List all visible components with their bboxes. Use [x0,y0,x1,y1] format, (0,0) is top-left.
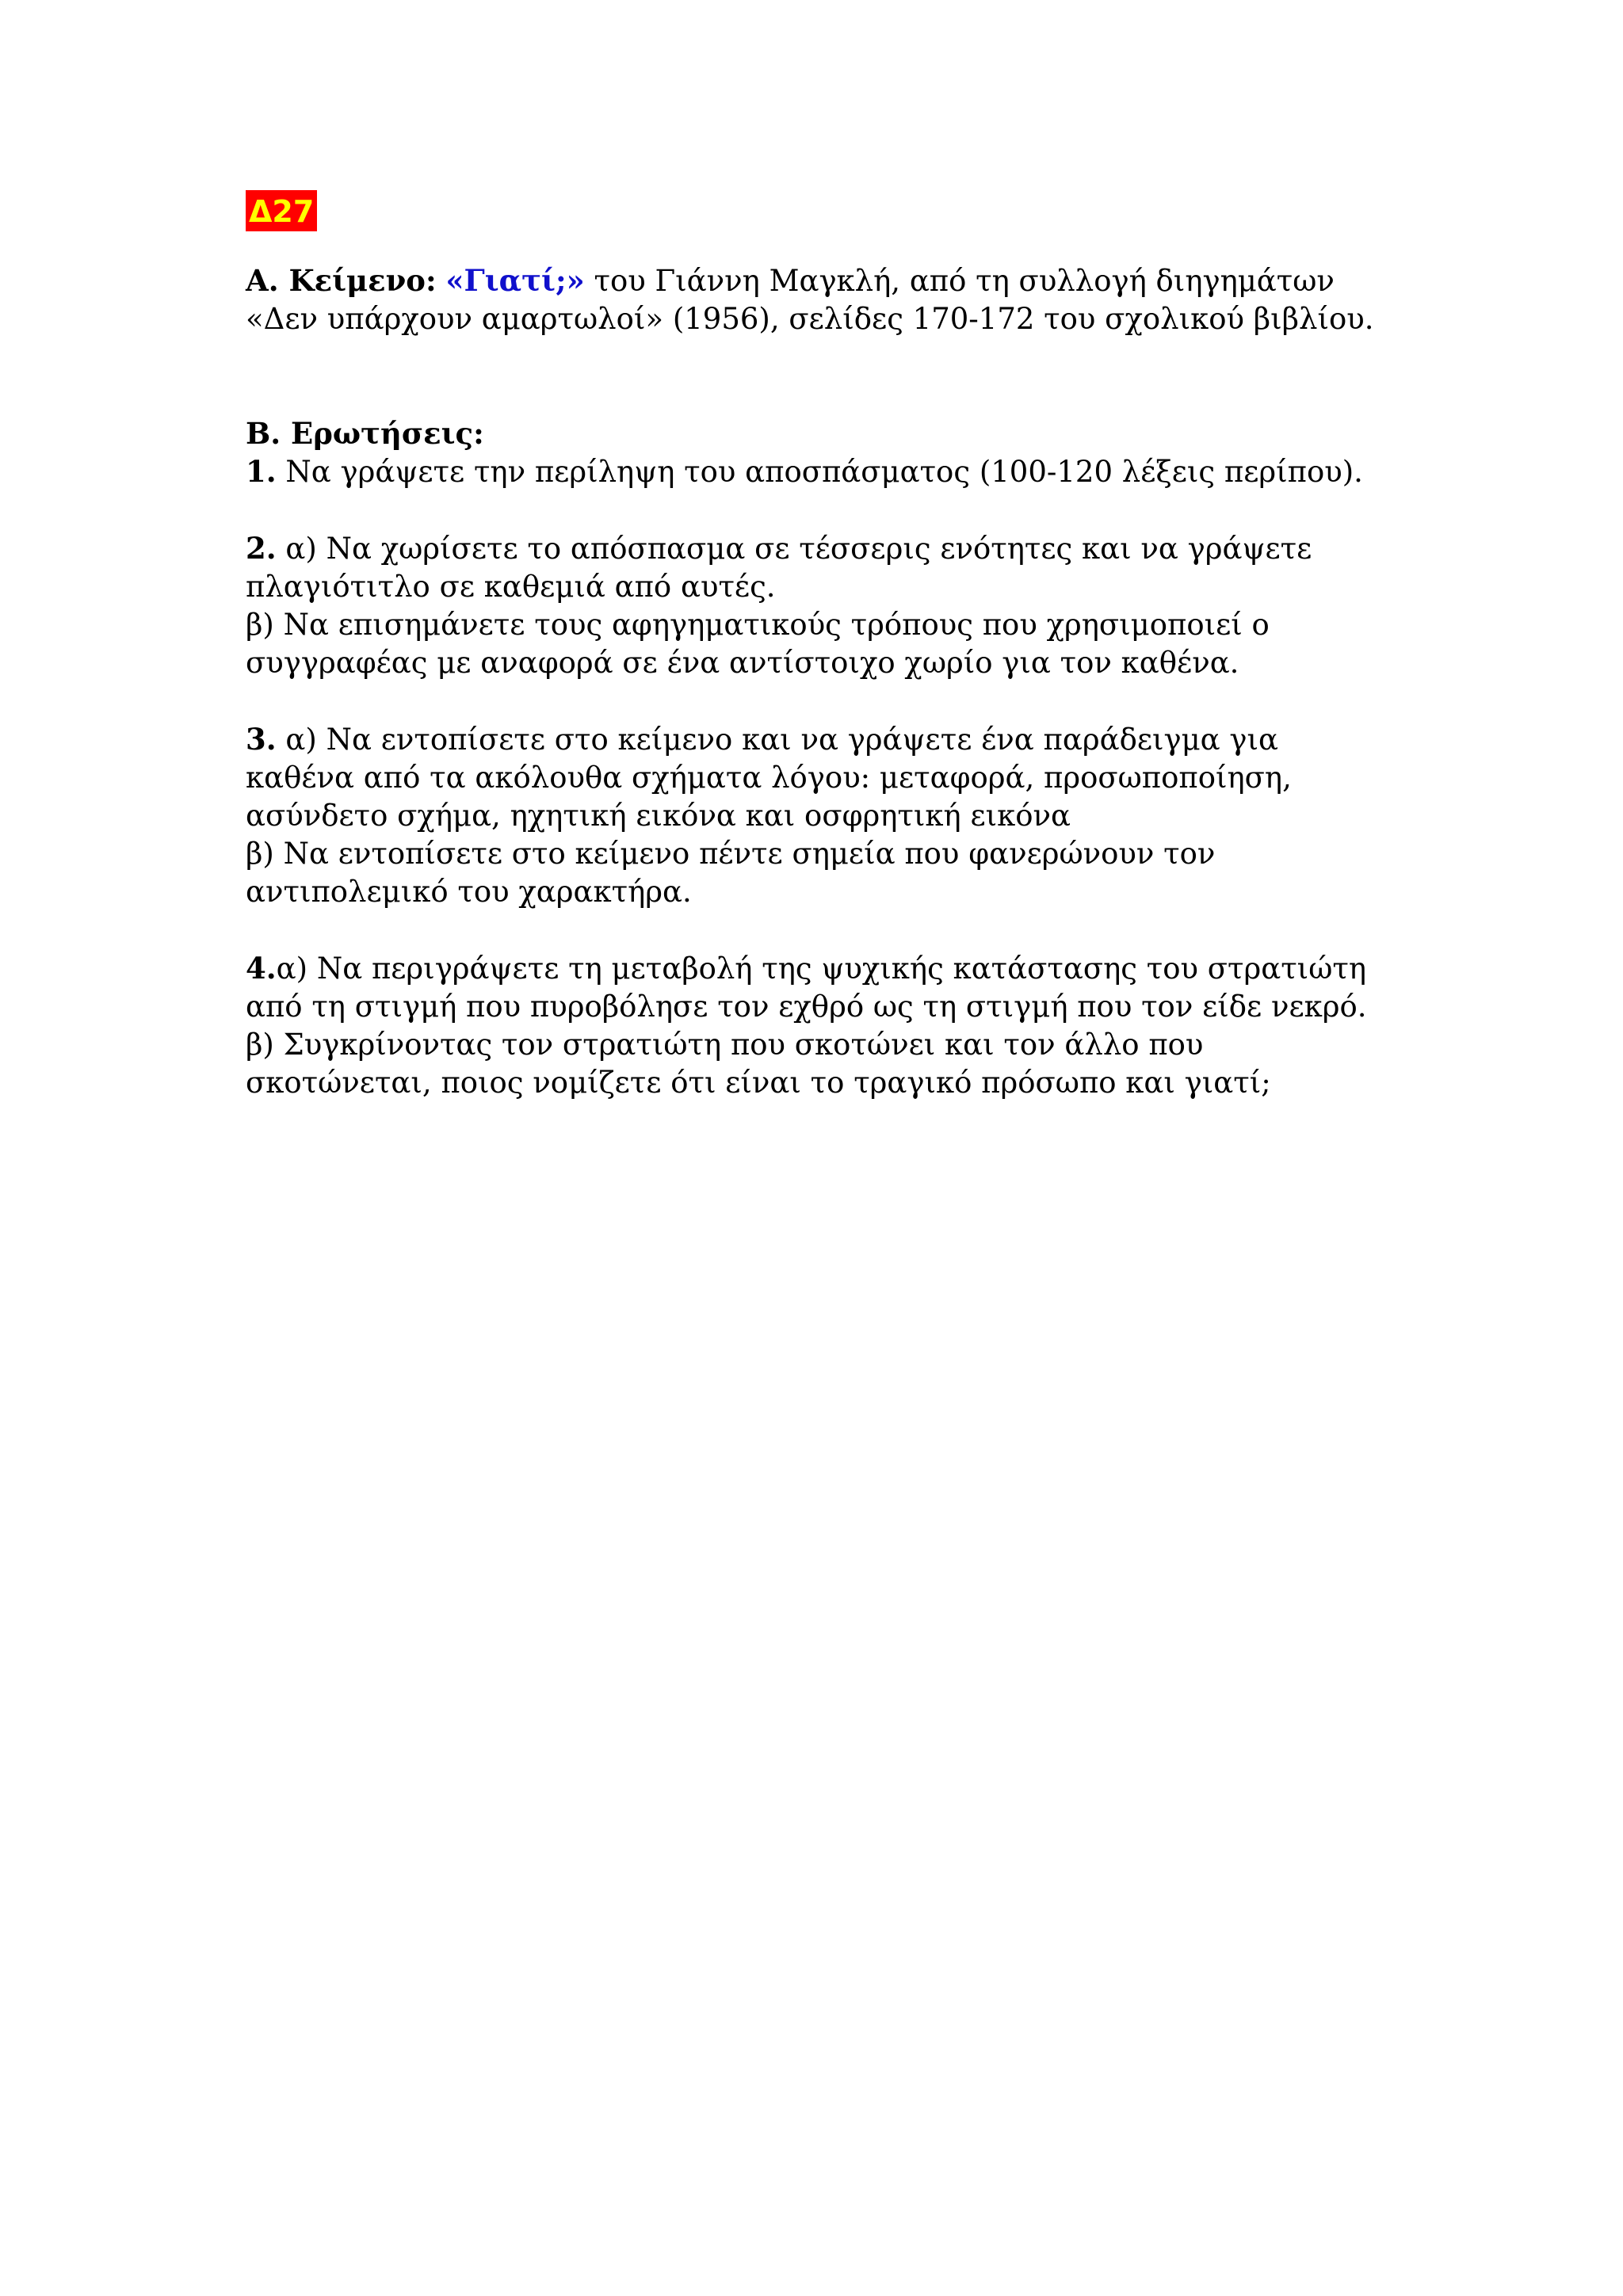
question-part-a: α) Να περιγράψετε τη μεταβολή της ψυχικής κατάστασης του στρατιώτη από τη στιγμή που πυροβόλησε τον εχθρό ως τη στιγμή που τον είδε νεκρό. [246,952,1367,1024]
question-1 [246,452,1387,491]
section-a [246,261,1387,338]
doc-label-row [246,190,1387,231]
question-3 [246,720,1387,911]
question-2 [246,529,1387,682]
section-b-heading: Β. Ερωτήσεις: [246,416,484,451]
question-part-a: α) Να εντοπίσετε στο κείμενο και να γράψετε ένα παράδειγμα για καθένα από τα ακόλουθα σχήματα λόγου: μεταφορά, προσωποποίηση, ασύνδετο σχήμα, ηχητική εικόνα και οσφρητική εικόνα [246,723,1292,833]
question-part-b: β) Να επισημάνετε τους αφηγηματικούς τρόπους που χρησιμοποιεί ο συγγραφέας με αναφορά σε ένα αντίστοιχο χωρίο για τον καθένα. [246,608,1270,680]
question-number: 1. [246,454,277,489]
question-4 [246,949,1387,1102]
doc-label: Δ27 [246,190,317,231]
question-number: 3. [246,722,277,757]
question-text: Να γράψετε την περίληψη του αποσπάσματος (100-120 λέξεις περίπου). [285,455,1363,489]
section-b [246,414,1387,1102]
question-number: 2. [246,531,277,566]
question-number: 4. [246,951,277,986]
question-part-a: α) Να χωρίσετε το απόσπασμα σε τέσσερις ενότητες και να γράψετε πλαγιότιτλο σε καθεμιά από αυτές. [246,532,1312,604]
question-part-b: β) Συγκρίνοντας τον στρατιώτη που σκοτώνει και τον άλλο που σκοτώνεται, ποιος νομίζετε ότι είναι το τραγικό πρόσωπο και γιατί; [246,1028,1271,1100]
question-part-b: β) Να εντοπίσετε στο κείμενο πέντε σημεία που φανερώνουν τον αντιπολεμικό του χαρακτήρα. [246,837,1216,909]
text-title: «Γιατί;» [445,263,585,298]
section-a-heading: Α. Κείμενο: [246,263,437,298]
document-page [246,190,1387,1102]
section-a-text: του Γιάννη Μαγκλή, από τη συλλογή διηγημάτων «Δεν υπάρχουν αμαρτωλοί» (1956), σελίδες 170-172 του σχολικού βιβλίου. [246,264,1374,336]
